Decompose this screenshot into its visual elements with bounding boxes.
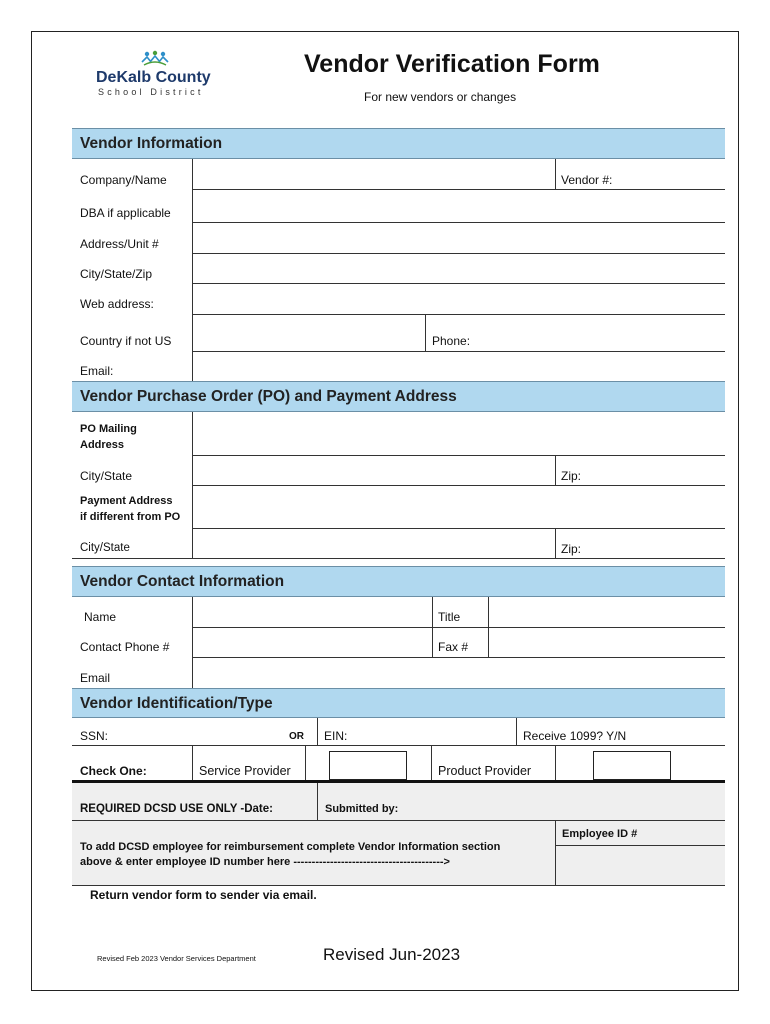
po-city-state-label: City/State: [80, 469, 133, 483]
return-note: Return vendor form to sender via email.: [90, 888, 317, 902]
employee-note-line-1: To add DCSD employee for reimbursement complete Vendor Information section: [80, 841, 501, 853]
country-phone-field[interactable]: [192, 351, 725, 352]
check-one-divider: [192, 745, 193, 780]
payment-city-state-field[interactable]: [72, 558, 725, 559]
product-provider-checkbox[interactable]: [593, 751, 671, 780]
section-identification-type: Vendor Identification/Type: [72, 688, 725, 718]
form-subtitle: For new vendors or changes: [364, 90, 517, 104]
contact-email-label: Email: [80, 671, 111, 685]
po-zip-label: Zip:: [561, 469, 582, 483]
dcsd-date-field[interactable]: [72, 820, 725, 821]
country-label: Country if not US: [80, 334, 172, 348]
payment-address-label-2: if different from PO: [80, 511, 181, 523]
product-divider: [431, 745, 432, 780]
company-name-field[interactable]: [192, 189, 725, 190]
1099-divider: [516, 718, 517, 745]
revised-small-text: Revised Feb 2023 Vendor Services Department: [97, 954, 256, 963]
product-box-divider: [555, 745, 556, 780]
vendor-number-label: Vendor #:: [561, 173, 613, 187]
employee-id-divider: [555, 820, 556, 885]
address-label: Address/Unit #: [80, 237, 159, 251]
receive-1099-label: Receive 1099? Y/N: [523, 729, 627, 743]
label-divider: [192, 159, 193, 381]
po-mailing-label-1: PO Mailing: [80, 423, 137, 435]
payment-city-state-label: City/State: [80, 542, 130, 554]
section-vendor-information: Vendor Information: [72, 128, 725, 159]
dcsd-bottom-line: [72, 885, 725, 886]
payment-address-field[interactable]: [192, 528, 725, 529]
logo-subtitle: School District: [98, 87, 204, 97]
contact-phone-fax-field[interactable]: [192, 657, 725, 658]
contact-phone-label: Contact Phone #: [80, 640, 170, 654]
contact-label-divider: [192, 597, 193, 688]
ein-label: EIN:: [324, 729, 348, 743]
section-contact-information: Vendor Contact Information: [72, 566, 725, 597]
phone-divider: [425, 314, 426, 352]
submitted-by-label: Submitted by:: [325, 803, 399, 815]
revised-large-text: Revised Jun-2023: [323, 945, 461, 964]
dba-label: DBA if applicable: [80, 206, 171, 220]
web-address-field[interactable]: [192, 314, 725, 315]
po-mailing-label-2: Address: [80, 439, 125, 451]
product-provider-label: Product Provider: [438, 764, 532, 778]
city-state-zip-label: City/State/Zip: [80, 267, 153, 281]
city-state-zip-field[interactable]: [192, 283, 725, 284]
form-title: Vendor Verification Form: [304, 50, 600, 78]
service-provider-checkbox[interactable]: [329, 751, 407, 780]
payment-address-label-1: Payment Address: [80, 495, 173, 507]
po-mailing-address-field[interactable]: [192, 455, 725, 456]
vendor-number-divider: [555, 159, 556, 190]
phone-label: Phone:: [432, 334, 471, 348]
web-address-label: Web address:: [80, 297, 154, 311]
check-one-label: Check One:: [80, 764, 147, 778]
company-name-label: Company/Name: [80, 173, 167, 187]
payment-zip-divider: [555, 528, 556, 559]
contact-fax-label: Fax #: [438, 640, 469, 654]
employee-id-label: Employee ID #: [562, 828, 638, 840]
po-city-state-field[interactable]: [192, 485, 725, 486]
required-dcsd-label: REQUIRED DCSD USE ONLY -Date:: [80, 803, 273, 815]
po-zip-divider: [555, 455, 556, 485]
contact-name-title-field[interactable]: [192, 627, 725, 628]
payment-zip-label: Zip:: [561, 542, 582, 556]
district-logo: [96, 50, 221, 102]
section-po-payment-address: Vendor Purchase Order (PO) and Payment Address: [72, 381, 725, 412]
logo-name: DeKalb County: [96, 69, 211, 86]
email-label: Email:: [80, 364, 114, 378]
dba-field[interactable]: [192, 222, 725, 223]
contact-name-label: Name: [84, 610, 117, 624]
service-divider: [305, 745, 306, 780]
ssn-ein-field[interactable]: [72, 745, 725, 746]
or-label: OR: [289, 731, 304, 742]
contact-title-label: Title: [438, 610, 461, 624]
employee-note-line-2: above & enter employee ID number here ----------------------------------------->: [80, 856, 450, 868]
employee-id-field[interactable]: [555, 845, 725, 846]
people-icon: [140, 50, 170, 68]
service-provider-label: Service Provider: [199, 764, 291, 778]
ssn-label: SSN:: [80, 729, 109, 743]
submitted-divider: [317, 783, 318, 820]
ein-divider: [317, 718, 318, 745]
address-field[interactable]: [192, 253, 725, 254]
